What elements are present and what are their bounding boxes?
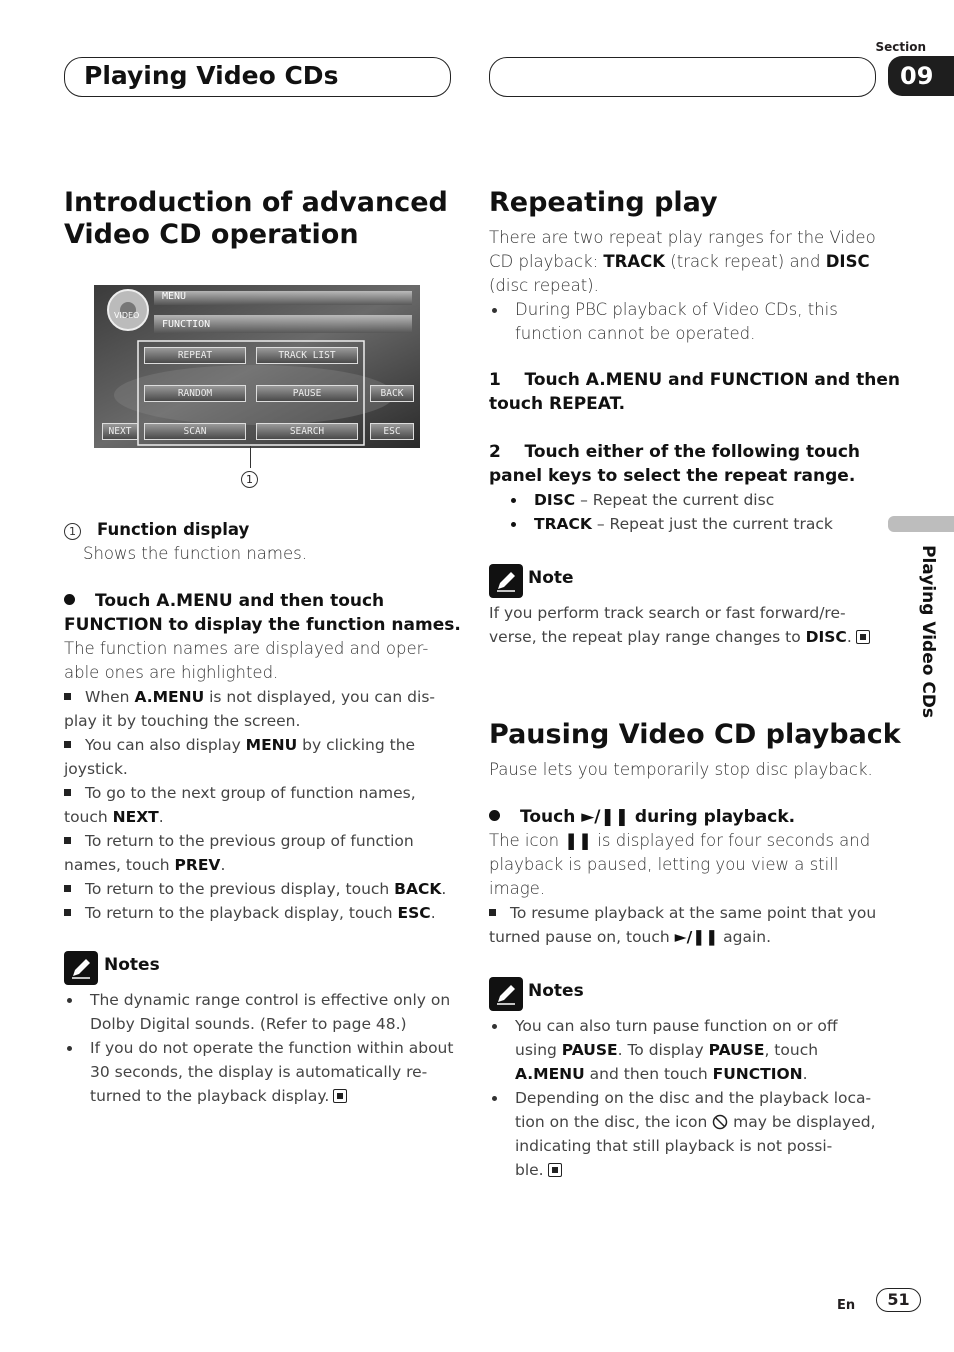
pause-notes-list (489, 1014, 881, 1182)
tip-3: To go to the next group of function names, (64, 781, 464, 805)
note-2: If you do not operate the function within about 30 seconds, the display is automatically re- turned to the playback display. (64, 1036, 464, 1108)
step-bullet (64, 594, 75, 605)
resume-tip: To resume playback at the same point that you turned pause on, touch ►/❚❚ again. (489, 904, 877, 946)
repeat-options (489, 488, 879, 536)
option-disc: DISC – Repeat the current disc (489, 488, 879, 512)
note-text: If you perform track search or fast forward/re- verse, the repeat play range changes to DISC. (489, 601, 879, 649)
section-label: Section (875, 40, 926, 54)
screenshot-function-label: FUNCTION (162, 319, 211, 330)
random-button[interactable]: RANDOM (144, 385, 246, 402)
pause-button[interactable]: PAUSE (256, 385, 358, 402)
screenshot-menu-label: MENU (162, 291, 187, 302)
end-mark-icon (856, 630, 870, 644)
track-list-button[interactable]: TRACK LIST (256, 347, 358, 364)
notes-label: Notes (528, 981, 584, 1001)
callout-line (250, 446, 251, 468)
search-button[interactable]: SEARCH (256, 423, 358, 440)
next-button[interactable]: NEXT (102, 423, 138, 440)
note-1: The dynamic range control is effective only on Dolby Digital sounds. (Refer to page 48.) (64, 988, 464, 1036)
step-bullet (489, 810, 500, 821)
scan-button[interactable]: SCAN (144, 423, 246, 440)
tip-4: To return to the previous group of function (64, 829, 464, 853)
tip-5: To return to the previous display, touch BACK. (64, 877, 464, 901)
tip-6: To return to the playback display, touch ESC. (64, 901, 464, 925)
repeat-step-2: 2 Touch either of the following touch panel keys to select the repeat range. (489, 442, 861, 486)
prohibited-icon (712, 1114, 728, 1130)
notes-pencil-icon (489, 977, 523, 1011)
function-menu-screenshot (94, 285, 420, 448)
notes-pencil-icon (64, 951, 98, 985)
side-tab (888, 516, 954, 532)
end-mark-icon (548, 1163, 562, 1177)
notes-list (64, 988, 464, 1108)
tips-list: When A.MENU is not displayed, you can dis- play it by touching the screen. You can also display MENU by clicking the joystick. To go to the next group of function names, touch NEXT. To return to the previous group of function names, touch PREV. To return to the previous display, touch BACK. To return to the playback display, touch ESC. (64, 685, 464, 925)
note-pencil-icon (489, 564, 523, 598)
end-mark-icon (333, 1089, 347, 1103)
pause-body: The icon ❚❚ is displayed for four seconds and playback is paused, letting you view a still image. (489, 831, 871, 898)
intro-heading: Introduction of advanced Video CD operation (64, 187, 448, 250)
tip-1: When A.MENU is not displayed, you can dis- (64, 685, 464, 709)
step-touch-amenu: Touch A.MENU and then touch FUNCTION to display the function names. (64, 591, 461, 635)
notes-label: Notes (104, 955, 160, 975)
header-blank-box (489, 57, 876, 97)
back-button[interactable]: BACK (370, 385, 414, 402)
pause-note-1: You can also turn pause function on or off using PAUSE. To display PAUSE, touch A.MENU and then touch FUNCTION. (489, 1014, 881, 1086)
step-body: The function names are displayed and oper- able ones are highlighted. (64, 639, 429, 682)
pausing-heading: Pausing Video CD playback (489, 719, 901, 750)
repeating-play-heading: Repeating play (489, 187, 718, 218)
chapter-title: Playing Video CDs (84, 61, 339, 90)
footer-language: En (837, 1298, 856, 1313)
repeat-intro: There are two repeat play ranges for the Video CD playback: TRACK (track repeat) and DISC (disc repeat). (489, 228, 876, 295)
pause-step: Touch ►/❚❚ during playback. (489, 805, 889, 829)
section-number: 09 (888, 56, 954, 96)
page-number: 51 (887, 1290, 910, 1309)
function-display-item: 1 Function display Shows the function names. (64, 518, 464, 566)
pause-note-2: Depending on the disc and the playback loca- tion on the disc, the icon may be displayed, indicating that still playback is not possi- ble. (489, 1086, 881, 1182)
side-chapter-label: Playing Video CDs (918, 545, 938, 719)
callout-number: 1 (241, 468, 258, 488)
option-track: TRACK – Repeat just the current track (489, 512, 879, 536)
screenshot-logo: VIDEO (114, 311, 140, 320)
pause-intro: Pause lets you temporarily stop disc playback. (489, 760, 873, 779)
repeat-step-1: 1 Touch A.MENU and FUNCTION and then touch REPEAT. (489, 370, 900, 414)
tip-2: You can also display MENU by clicking the (64, 733, 464, 757)
pbc-bullet: During PBC playback of Video CDs, this function cannot be operated. (489, 298, 879, 346)
note-label: Note (528, 568, 574, 588)
esc-button[interactable]: ESC (370, 423, 414, 440)
repeat-button[interactable]: REPEAT (144, 347, 246, 364)
